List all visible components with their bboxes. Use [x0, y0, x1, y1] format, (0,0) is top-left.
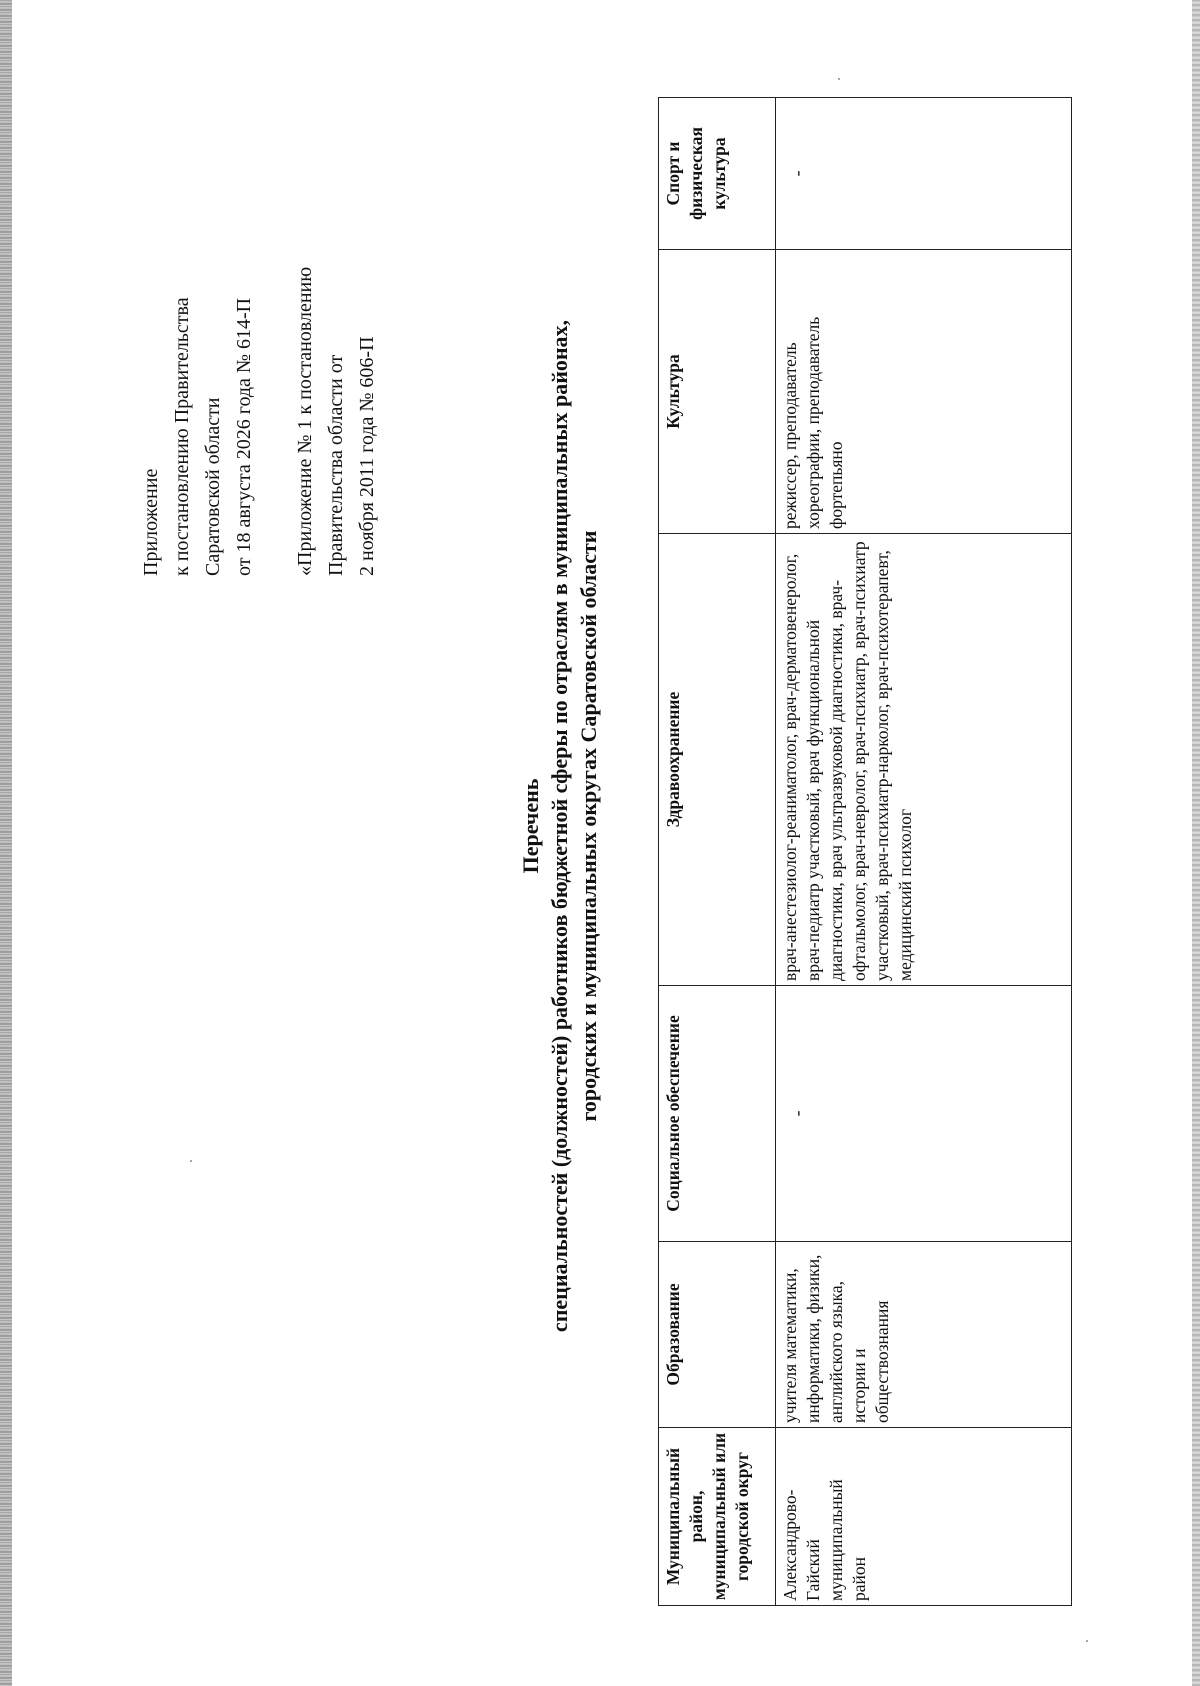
cell-district: Александрово-Гайский муниципальный район: [776, 1428, 1072, 1606]
approval-line: 2 ноября 2011 года № 606-П: [356, 336, 378, 576]
approval-block-original: [290, 36, 383, 576]
cell-culture: режиссер, преподаватель хореографии, преподаватель фортепьяно: [776, 250, 1072, 534]
approval-line: от 18 августа 2026 года № 614-П: [233, 297, 255, 576]
approval-line: Саратовской области: [202, 397, 224, 576]
cell-education: учителя математики, информатики, физики, английского языка, истории и обществознания: [776, 1242, 1072, 1428]
table-row: [776, 98, 1072, 1606]
approval-line: к постановлению Правительства: [171, 297, 193, 576]
header-healthcare: Здравоохранение: [659, 534, 776, 986]
approval-line: «Приложение № 1 к постановлению: [294, 266, 316, 576]
cell-sport: -: [776, 98, 1072, 250]
approval-stamp: [136, 36, 383, 576]
document-heading: [516, 56, 603, 1596]
header-social-security: Социальное обеспечение: [659, 986, 776, 1242]
specialties-table: [658, 97, 1072, 1606]
cell-healthcare: врач-анестезиолог-реаниматолог, врач-дерматовенеролог, врач-педиатр участковый, врач функциональной диагностики, врач ультразвуковой диагностики, врач-офтальмолог, врач-невролог, врач-психиатр, врач-психиатр участковый, врач-психиатр-нарколог, врач-психотерапевт, медицинский психолог: [776, 534, 1072, 986]
document-subtitle-line: городских и муниципальных округах Саратовской области: [576, 530, 601, 1122]
approval-line: Приложение: [140, 468, 162, 576]
header-culture: Культура: [659, 250, 776, 534]
cell-social-security: -: [776, 986, 1072, 1242]
specialties-table-wrap: [658, 46, 1072, 1606]
document-subtitle-line: специальностей (должностей) работников бюджетной сферы по отраслям в муниципальных районах,: [547, 319, 572, 1333]
approval-block-current: [136, 36, 260, 576]
header-sport: Спорт и физическая культура: [659, 98, 776, 250]
approval-line: Правительства области от: [325, 354, 347, 576]
document-title: Перечень: [518, 778, 543, 874]
table-header-row: [659, 98, 776, 1606]
header-education: Образование: [659, 1242, 776, 1428]
header-district: Муниципальный район, муниципальный или городской округ: [659, 1428, 776, 1606]
